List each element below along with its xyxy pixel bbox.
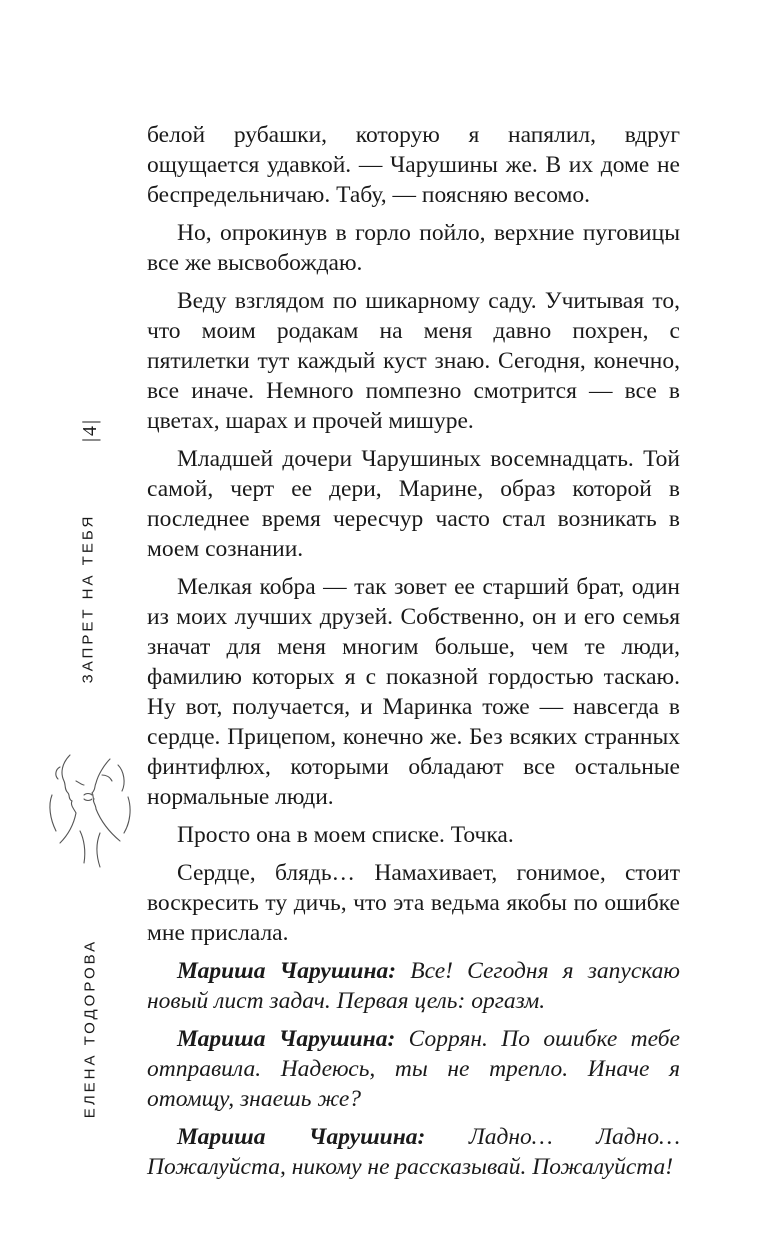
paragraph: Но, опрокинув в горло пойло, верхние пуговицы все же высвобождаю.	[147, 220, 680, 276]
paragraph: белой рубашки, которую я напялил, вдруг ощущается удавкой. — Чарушины же. В их доме не беспредельничаю. Табу, — поясняю весомо.	[147, 122, 680, 208]
message-text: Ладно… Ладно… Пожалуйста, никому не рассказывай. Пожалуйста!	[147, 1124, 680, 1180]
message	[147, 956, 680, 1016]
message	[147, 1122, 680, 1182]
message-sender: Мариша Чарушина:	[177, 958, 397, 984]
page-number: |4|	[78, 418, 101, 443]
message-text: Все! Сегодня я запускаю новый лист задач. Первая цель: оргазм.	[147, 958, 680, 1014]
message-sender: Мариша Чарушина:	[177, 1026, 396, 1052]
book-title-running-head: ЗАПРЕТ НА ТЕБЯ	[79, 513, 97, 684]
paragraph: Веду взглядом по шикарному саду. Учитывая то, что моим родакам на меня давно похрен, с пятилетки тут каждый куст знаю. Сегодня, конечно, все иначе. Немного помпезно смотрится — все в цветах, шарах и прочей мишуре.	[147, 288, 680, 434]
message-sender: Мариша Чарушина:	[177, 1124, 426, 1150]
kissing-couple-line-art-icon	[40, 735, 140, 875]
message-text: Соррян. По ошибке тебе отправила. Надеюсь, ты не трепло. Иначе я отомщу, знаешь же?	[147, 1026, 680, 1112]
paragraph: Просто она в моем списке. Точка.	[177, 822, 514, 848]
paragraph: Младшей дочери Чарушиных восемнадцать. Той самой, черт ее дери, Марине, образ которой в последнее время чересчур часто стал возникать в моем сознании.	[147, 446, 680, 562]
paragraph: Мелкая кобра — так зовет ее старший брат, один из моих лучших друзей. Собственно, он и его семья значат для меня многим больше, чем те люди, фамилию которых я с показной гордостью таскаю. Ну вот, получается, и Маринка тоже — навсегда в сердце. Прицепом, конечно же. Без всяких странных финтифлюх, которыми обладают все остальные нормальные люди.	[147, 574, 680, 810]
paragraph: Сердце, блядь… Намахивает, гонимое, стоит воскресить ту дичь, что эта ведьма якобы по ошибке мне прислала.	[147, 860, 680, 946]
main-text	[147, 120, 680, 1190]
message	[147, 1024, 680, 1114]
author-running-head: ЕЛЕНА ТОДОРОВА	[81, 938, 99, 1119]
